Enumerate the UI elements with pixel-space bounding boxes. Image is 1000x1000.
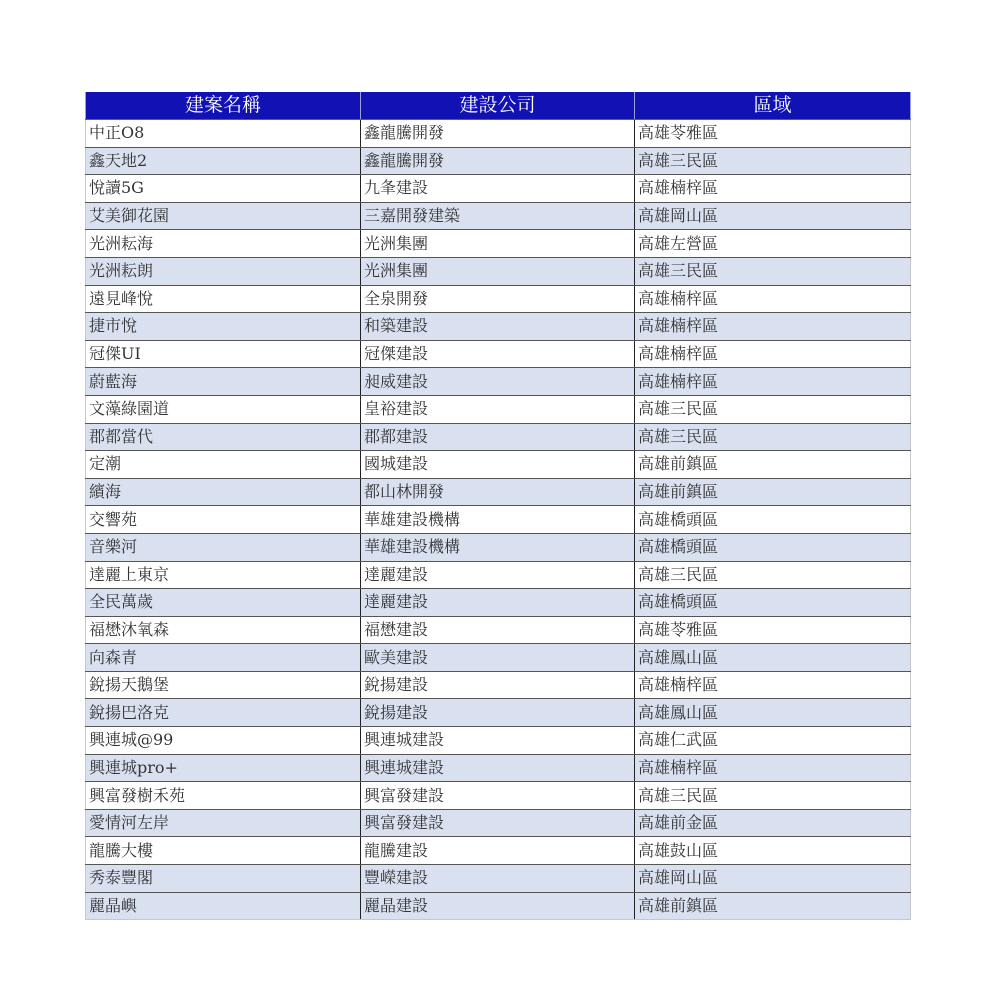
- area-cell: 高雄楠梓區: [635, 285, 911, 313]
- company-cell: 豐嶸建設: [361, 865, 635, 893]
- table-row: [86, 230, 911, 258]
- column-header-area: 區域: [635, 92, 911, 120]
- company-cell: 興連城建設: [361, 754, 635, 782]
- table-row: [86, 754, 911, 782]
- table-row: [86, 395, 911, 423]
- area-cell: 高雄橋頭區: [635, 533, 911, 561]
- table-row: [86, 865, 911, 893]
- area-cell: 高雄三民區: [635, 561, 911, 589]
- company-cell: 麗晶建設: [361, 892, 635, 920]
- project-name-cell: 龍騰大樓: [86, 837, 361, 865]
- area-cell: 高雄三民區: [635, 782, 911, 810]
- table-row: [86, 175, 911, 203]
- project-name-cell: 定潮: [86, 451, 361, 479]
- project-name-cell: 福懋沐氧森: [86, 616, 361, 644]
- table-row: [86, 147, 911, 175]
- table-row: [86, 478, 911, 506]
- project-name-cell: 冠傑UI: [86, 340, 361, 368]
- table-row: [86, 120, 911, 148]
- table-row: [86, 616, 911, 644]
- area-cell: 高雄前鎮區: [635, 478, 911, 506]
- table-row: [86, 285, 911, 313]
- area-cell: 高雄橋頭區: [635, 589, 911, 617]
- table-row: [86, 451, 911, 479]
- table-row: [86, 837, 911, 865]
- area-cell: 高雄仁武區: [635, 727, 911, 755]
- company-cell: 福懋建設: [361, 616, 635, 644]
- project-table: [85, 92, 911, 920]
- project-name-cell: 遠見峰悅: [86, 285, 361, 313]
- table-row: [86, 423, 911, 451]
- area-cell: 高雄前金區: [635, 809, 911, 837]
- company-cell: 興連城建設: [361, 727, 635, 755]
- project-name-cell: 光洲耘朗: [86, 257, 361, 285]
- project-name-cell: 交響苑: [86, 506, 361, 534]
- area-cell: 高雄鳳山區: [635, 644, 911, 672]
- area-cell: 高雄楠梓區: [635, 340, 911, 368]
- project-name-cell: 愛情河左岸: [86, 809, 361, 837]
- area-cell: 高雄三民區: [635, 395, 911, 423]
- area-cell: 高雄楠梓區: [635, 754, 911, 782]
- company-cell: 銳揚建設: [361, 699, 635, 727]
- project-name-cell: 中正O8: [86, 120, 361, 148]
- project-name-cell: 興連城@99: [86, 727, 361, 755]
- area-cell: 高雄岡山區: [635, 202, 911, 230]
- company-cell: 三嘉開發建築: [361, 202, 635, 230]
- project-name-cell: 銳揚巴洛克: [86, 699, 361, 727]
- table-row: [86, 589, 911, 617]
- project-name-cell: 郡都當代: [86, 423, 361, 451]
- company-cell: 國城建設: [361, 451, 635, 479]
- header-row: [86, 92, 911, 120]
- table-row: [86, 257, 911, 285]
- company-cell: 冠傑建設: [361, 340, 635, 368]
- area-cell: 高雄前鎮區: [635, 892, 911, 920]
- table-row: [86, 782, 911, 810]
- table-row: [86, 313, 911, 341]
- project-name-cell: 達麗上東京: [86, 561, 361, 589]
- company-cell: 鑫龍騰開發: [361, 147, 635, 175]
- company-cell: 興富發建設: [361, 809, 635, 837]
- company-cell: 郡都建設: [361, 423, 635, 451]
- project-name-cell: 全民萬歲: [86, 589, 361, 617]
- table-row: [86, 533, 911, 561]
- table-row: [86, 506, 911, 534]
- company-cell: 都山林開發: [361, 478, 635, 506]
- company-cell: 皇裕建設: [361, 395, 635, 423]
- area-cell: 高雄楠梓區: [635, 313, 911, 341]
- area-cell: 高雄鳳山區: [635, 699, 911, 727]
- company-cell: 昶威建設: [361, 368, 635, 396]
- company-cell: 達麗建設: [361, 561, 635, 589]
- company-cell: 銳揚建設: [361, 671, 635, 699]
- company-cell: 全泉開發: [361, 285, 635, 313]
- area-cell: 高雄三民區: [635, 257, 911, 285]
- area-cell: 高雄楠梓區: [635, 175, 911, 203]
- area-cell: 高雄左營區: [635, 230, 911, 258]
- area-cell: 高雄鼓山區: [635, 837, 911, 865]
- project-name-cell: 蔚藍海: [86, 368, 361, 396]
- project-name-cell: 艾美御花園: [86, 202, 361, 230]
- company-cell: 光洲集團: [361, 230, 635, 258]
- company-cell: 華雄建設機構: [361, 506, 635, 534]
- area-cell: 高雄楠梓區: [635, 368, 911, 396]
- table-body: [86, 120, 911, 920]
- table-row: [86, 644, 911, 672]
- area-cell: 高雄橋頭區: [635, 506, 911, 534]
- table-row: [86, 727, 911, 755]
- company-cell: 鑫龍騰開發: [361, 120, 635, 148]
- project-name-cell: 音樂河: [86, 533, 361, 561]
- column-header-project-name: 建案名稱: [86, 92, 361, 120]
- project-name-cell: 興富發樹禾苑: [86, 782, 361, 810]
- company-cell: 華雄建設機構: [361, 533, 635, 561]
- project-name-cell: 繽海: [86, 478, 361, 506]
- area-cell: 高雄苓雅區: [635, 120, 911, 148]
- project-name-cell: 文藻綠園道: [86, 395, 361, 423]
- project-name-cell: 向森青: [86, 644, 361, 672]
- company-cell: 光洲集團: [361, 257, 635, 285]
- table-row: [86, 340, 911, 368]
- company-cell: 達麗建設: [361, 589, 635, 617]
- table-row: [86, 699, 911, 727]
- company-cell: 和築建設: [361, 313, 635, 341]
- area-cell: 高雄苓雅區: [635, 616, 911, 644]
- table-row: [86, 671, 911, 699]
- project-name-cell: 鑫天地2: [86, 147, 361, 175]
- table-row: [86, 809, 911, 837]
- project-name-cell: 興連城pro+: [86, 754, 361, 782]
- column-header-company: 建設公司: [361, 92, 635, 120]
- project-name-cell: 光洲耘海: [86, 230, 361, 258]
- project-name-cell: 麗晶嶼: [86, 892, 361, 920]
- area-cell: 高雄三民區: [635, 147, 911, 175]
- table-row: [86, 892, 911, 920]
- company-cell: 歐美建設: [361, 644, 635, 672]
- project-name-cell: 秀泰豐閣: [86, 865, 361, 893]
- company-cell: 龍騰建設: [361, 837, 635, 865]
- table-row: [86, 561, 911, 589]
- table-row: [86, 202, 911, 230]
- project-name-cell: 銳揚天鵝堡: [86, 671, 361, 699]
- company-cell: 九夆建設: [361, 175, 635, 203]
- area-cell: 高雄岡山區: [635, 865, 911, 893]
- table-header: [86, 92, 911, 120]
- table-row: [86, 368, 911, 396]
- area-cell: 高雄三民區: [635, 423, 911, 451]
- project-name-cell: 悅讀5G: [86, 175, 361, 203]
- area-cell: 高雄前鎮區: [635, 451, 911, 479]
- project-name-cell: 捷市悅: [86, 313, 361, 341]
- area-cell: 高雄楠梓區: [635, 671, 911, 699]
- company-cell: 興富發建設: [361, 782, 635, 810]
- project-table-container: [85, 92, 910, 920]
